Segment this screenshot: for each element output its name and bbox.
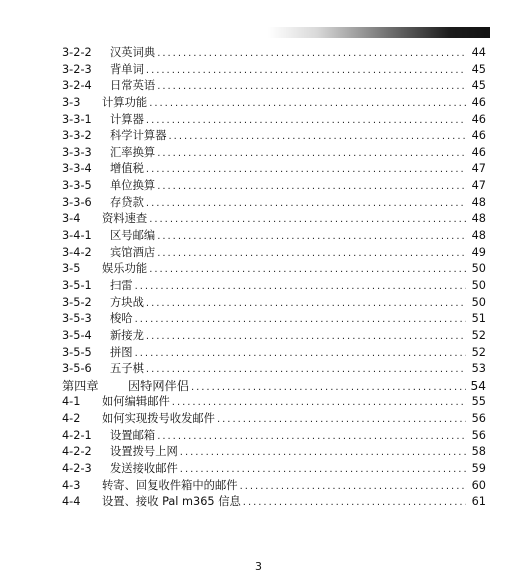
toc-section-number: 4-3 bbox=[62, 478, 81, 492]
toc-row[interactable] bbox=[62, 478, 486, 495]
toc-section-number: 3-5-1 bbox=[62, 278, 92, 292]
toc-page-number: 52 bbox=[471, 328, 486, 342]
toc-page-number: 56 bbox=[471, 428, 486, 442]
toc-row[interactable] bbox=[62, 428, 486, 445]
toc-page-number: 46 bbox=[471, 112, 486, 126]
toc-row[interactable] bbox=[62, 311, 486, 328]
toc-dot-leader bbox=[146, 362, 466, 379]
toc-page-number: 54 bbox=[470, 378, 486, 393]
toc-section-title: 梭哈 bbox=[110, 312, 133, 326]
toc-section-title: 存贷款 bbox=[110, 195, 144, 209]
toc-row[interactable] bbox=[62, 278, 486, 295]
toc-section-title: 区号邮编 bbox=[110, 229, 156, 243]
toc-dot-leader bbox=[169, 129, 467, 146]
toc-row[interactable] bbox=[62, 461, 486, 478]
toc-section-title: 如何编辑邮件 bbox=[102, 395, 170, 409]
toc-dot-leader bbox=[146, 113, 466, 130]
toc-row[interactable] bbox=[62, 62, 486, 79]
toc-section-title: 娱乐功能 bbox=[102, 262, 148, 276]
toc-section-number: 3-5-4 bbox=[62, 328, 92, 342]
toc-section-number: 3-2-2 bbox=[62, 46, 92, 59]
toc-dot-leader bbox=[217, 412, 466, 429]
toc-row[interactable] bbox=[62, 95, 486, 112]
toc-dot-leader bbox=[146, 162, 466, 179]
toc-page-number: 44 bbox=[471, 46, 486, 59]
toc-dot-leader bbox=[180, 462, 466, 479]
toc-row[interactable] bbox=[62, 245, 486, 262]
toc-row[interactable] bbox=[62, 328, 486, 345]
toc-row[interactable] bbox=[62, 195, 486, 212]
toc-dot-leader bbox=[135, 312, 466, 329]
toc-dot-leader bbox=[146, 329, 466, 346]
toc-row[interactable] bbox=[62, 444, 486, 461]
toc-section-number: 4-1 bbox=[62, 395, 81, 409]
toc-section-title: 如何实现拨号收发邮件 bbox=[102, 412, 215, 426]
toc-page-number: 45 bbox=[471, 62, 486, 76]
toc-section-number: 3-2-4 bbox=[62, 79, 92, 93]
toc-page-number: 59 bbox=[471, 462, 486, 476]
toc-page-number: 51 bbox=[471, 312, 486, 326]
toc-section-title: 日常英语 bbox=[110, 79, 156, 93]
toc-section-title: 拼图 bbox=[110, 345, 133, 359]
toc-row[interactable] bbox=[62, 228, 486, 245]
toc-dot-leader bbox=[243, 495, 466, 512]
page-number: 3 bbox=[255, 560, 262, 573]
toc-row[interactable] bbox=[62, 411, 486, 428]
toc-dot-leader bbox=[157, 79, 466, 96]
toc-dot-leader bbox=[157, 429, 466, 446]
toc-section-number: 3-3-4 bbox=[62, 162, 92, 176]
toc-section-title: 计算器 bbox=[110, 112, 144, 126]
toc-section-number: 3-5-5 bbox=[62, 345, 92, 359]
toc-dot-leader bbox=[240, 479, 466, 496]
toc-page-number: 46 bbox=[471, 129, 486, 143]
toc-section-title: 转寄、回复收件箱中的邮件 bbox=[102, 478, 238, 492]
toc-section-number: 3-4-2 bbox=[62, 245, 92, 259]
toc-page-number: 55 bbox=[471, 395, 486, 409]
toc-section-title: 资料速查 bbox=[102, 212, 148, 226]
header-decoration-bar bbox=[268, 27, 490, 38]
toc-section-number: 3-3-5 bbox=[62, 179, 92, 193]
toc-dot-leader bbox=[157, 46, 466, 63]
toc-section-title: 扫雷 bbox=[110, 278, 133, 292]
toc-page-number: 50 bbox=[471, 278, 486, 292]
toc-dot-leader bbox=[146, 63, 466, 80]
toc-page-number: 61 bbox=[471, 495, 486, 509]
toc-page-number: 50 bbox=[471, 262, 486, 276]
toc-page-number: 48 bbox=[471, 195, 486, 209]
toc-section-number: 3-3-3 bbox=[62, 145, 92, 159]
toc-section-title: 科学计算器 bbox=[110, 129, 167, 143]
toc-dot-leader bbox=[157, 246, 466, 263]
toc-section-title: 宾馆酒店 bbox=[110, 245, 156, 259]
toc-page-number: 60 bbox=[471, 478, 486, 492]
toc-section-number: 4-2-1 bbox=[62, 428, 92, 442]
toc-dot-leader bbox=[149, 96, 466, 113]
table-of-contents bbox=[62, 45, 486, 511]
toc-row[interactable] bbox=[62, 261, 486, 278]
toc-section-title: 新接龙 bbox=[110, 328, 144, 342]
toc-section-number: 3-5 bbox=[62, 262, 81, 276]
toc-dot-leader bbox=[180, 445, 466, 462]
toc-row[interactable] bbox=[62, 128, 486, 145]
toc-section-title: 发送接收邮件 bbox=[110, 462, 178, 476]
toc-section-number: 3-4-1 bbox=[62, 229, 92, 243]
toc-row[interactable] bbox=[62, 78, 486, 95]
toc-section-title: 设置邮箱 bbox=[110, 428, 156, 442]
toc-row[interactable] bbox=[62, 161, 486, 178]
toc-row[interactable] bbox=[62, 178, 486, 195]
toc-page-number: 45 bbox=[471, 79, 486, 93]
toc-page-number: 58 bbox=[471, 445, 486, 459]
toc-row[interactable] bbox=[62, 494, 486, 511]
toc-dot-leader bbox=[146, 296, 466, 313]
toc-section-number: 3-4 bbox=[62, 212, 81, 226]
toc-dot-leader bbox=[149, 212, 466, 229]
toc-section-title: 汉英词典 bbox=[110, 46, 156, 59]
toc-row[interactable] bbox=[62, 211, 486, 228]
toc-page-number: 56 bbox=[471, 412, 486, 426]
toc-section-number: 3-5-2 bbox=[62, 295, 92, 309]
toc-section-number: 3-2-3 bbox=[62, 62, 92, 76]
toc-section-number: 4-2-3 bbox=[62, 462, 92, 476]
toc-dot-leader bbox=[135, 346, 466, 363]
toc-section-number: 4-2-2 bbox=[62, 445, 92, 459]
toc-chapter-row[interactable] bbox=[62, 378, 486, 395]
toc-row[interactable] bbox=[62, 295, 486, 312]
toc-page-number: 47 bbox=[471, 162, 486, 176]
toc-dot-leader bbox=[149, 262, 466, 279]
toc-page-number: 52 bbox=[471, 345, 486, 359]
toc-section-number: 3-3 bbox=[62, 95, 81, 109]
toc-section-title: 五子棋 bbox=[110, 362, 144, 376]
toc-row[interactable] bbox=[62, 361, 486, 378]
toc-row[interactable] bbox=[62, 112, 486, 129]
toc-section-number: 第四章 bbox=[62, 378, 99, 393]
toc-row[interactable] bbox=[62, 145, 486, 162]
toc-dot-leader bbox=[157, 179, 466, 196]
toc-row[interactable] bbox=[62, 45, 486, 62]
toc-section-title: 增值税 bbox=[110, 162, 144, 176]
toc-dot-leader bbox=[172, 395, 466, 412]
toc-page-number: 53 bbox=[471, 362, 486, 376]
toc-page-number: 47 bbox=[471, 179, 486, 193]
toc-section-number: 3-3-1 bbox=[62, 112, 92, 126]
toc-section-title: 单位换算 bbox=[110, 179, 156, 193]
toc-section-number: 4-4 bbox=[62, 495, 81, 509]
toc-section-title: 方块战 bbox=[110, 295, 144, 309]
toc-row[interactable] bbox=[62, 394, 486, 411]
toc-dot-leader bbox=[157, 146, 466, 163]
toc-page-number: 46 bbox=[471, 95, 486, 109]
toc-section-number: 3-5-6 bbox=[62, 362, 92, 376]
toc-dot-leader bbox=[157, 229, 466, 246]
toc-section-number: 3-3-2 bbox=[62, 129, 92, 143]
toc-page-number: 48 bbox=[471, 212, 486, 226]
toc-row[interactable] bbox=[62, 345, 486, 362]
toc-page-number: 49 bbox=[471, 245, 486, 259]
toc-dot-leader bbox=[146, 196, 466, 213]
toc-section-title: 因特网伴侣 bbox=[128, 378, 189, 393]
toc-section-number: 3-3-6 bbox=[62, 195, 92, 209]
toc-section-title: 设置、接收 Pal m365 信息 bbox=[102, 495, 241, 509]
toc-section-title: 背单词 bbox=[110, 62, 144, 76]
toc-page-number: 46 bbox=[471, 145, 486, 159]
toc-section-number: 4-2 bbox=[62, 412, 81, 426]
toc-page-number: 50 bbox=[471, 295, 486, 309]
toc-section-number: 3-5-3 bbox=[62, 312, 92, 326]
toc-dot-leader bbox=[135, 279, 466, 296]
toc-section-title: 汇率换算 bbox=[110, 145, 156, 159]
toc-section-title: 计算功能 bbox=[102, 95, 148, 109]
toc-section-title: 设置拨号上网 bbox=[110, 445, 178, 459]
toc-page-number: 48 bbox=[471, 229, 486, 243]
